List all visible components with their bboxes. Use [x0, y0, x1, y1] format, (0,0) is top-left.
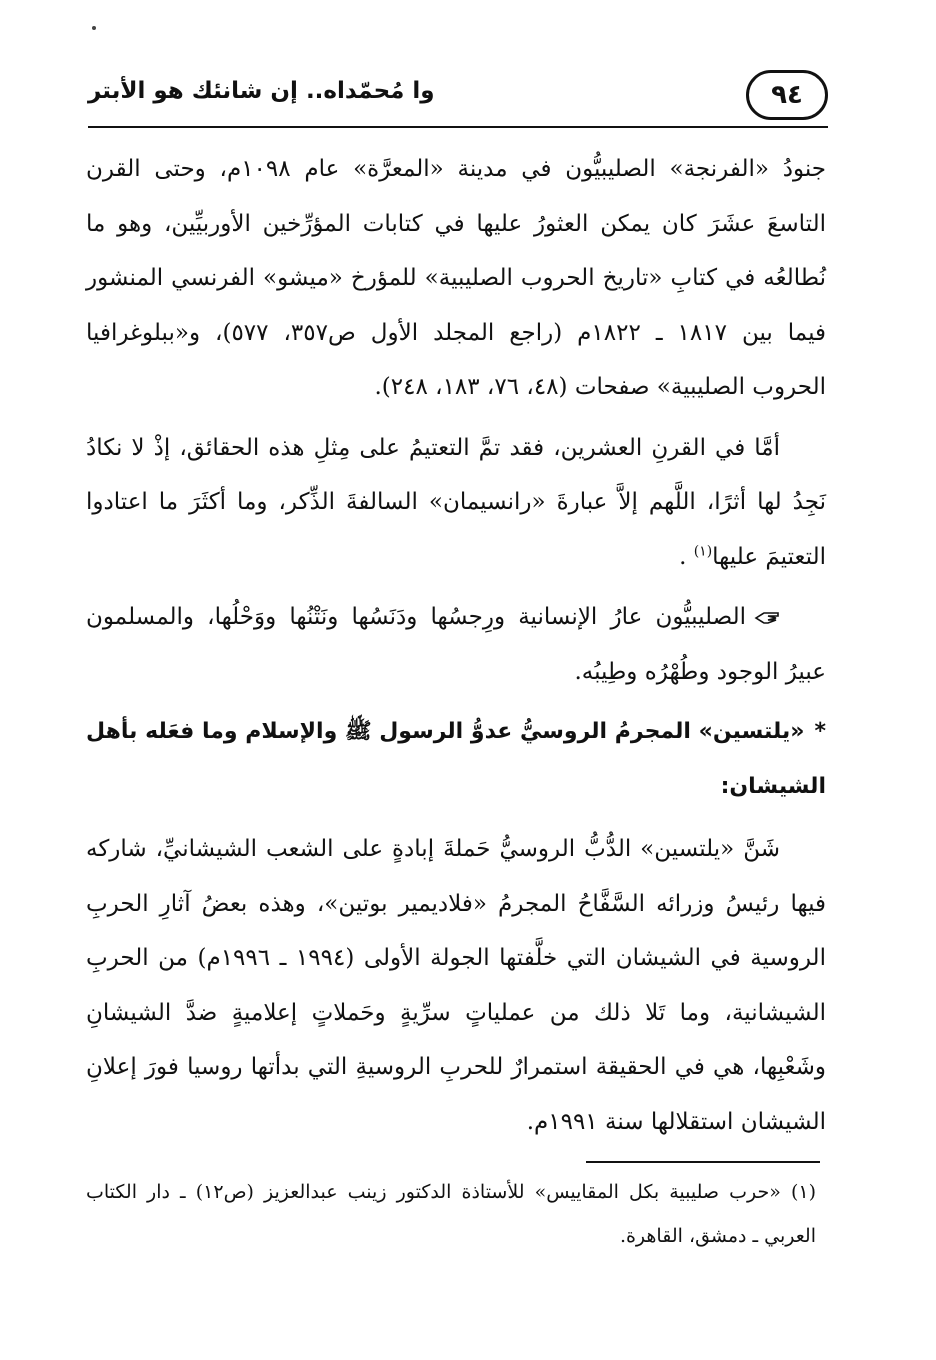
- page-number: ٩٤: [771, 80, 803, 110]
- header-divider: [88, 126, 828, 128]
- page-number-badge: [746, 70, 828, 120]
- section-heading-text: «يلتسين» المجرمُ الروسيُّ عدوُّ الرسول ﷺ والإسلام وما فعَله بأهل الشيشان:: [86, 719, 826, 799]
- footnote-divider: [586, 1161, 820, 1163]
- paragraph-4: [86, 822, 826, 1149]
- heading-star-icon: *: [814, 719, 826, 744]
- paragraph-2: [86, 421, 826, 585]
- footnote-text: (١) «حرب صليبية بكل المقاييس» للأستاذة الدكتور زينب عبدالعزيز (ص١٢) ـ دار الكتاب العربي ـ دمشق، القاهرة.: [86, 1181, 817, 1247]
- paragraph-2-period: .: [679, 543, 687, 570]
- main-text: [86, 142, 826, 1155]
- section-heading: [86, 705, 826, 814]
- paragraph-1-text: جنودُ «الفرنجة» الصليبيُّون في مدينة «المعرَّة» عام ١٠٩٨م، وحتى القرن التاسعَ عشَرَ كان يمكن العثورُ عليها في كتابات المؤرِّخين الأوربيِّين، وهو ما نُطالعُه في كتابِ «تاريخ الحروب الصليبية» للمؤرخ «ميشو» الفرنسي المنشور فيما بين ١٨١٧ ـ ١٨٢٢م (راجع المجلد الأول ص٣٥٧، ٥٧٧)، و«ببلوغرافيا الحروب الصليبية» صفحات (٤٨، ٧٦، ١٨٣، ٢٤٨).: [86, 156, 827, 400]
- paragraph-2-text: أمَّا في القرنِ العشرين، فقد تمَّ التعتيمُ على مِثلِ هذه الحقائق، إذْ لا نكادُ نَجِدُ لها أثرًا، اللَّهم إلاَّ عبارةَ «رانسيمان» السالفةَ الذِّكر، وما أكثَرَ ما اعتادوا التعتيمَ عليها: [86, 434, 826, 570]
- paragraph-3: [86, 590, 826, 699]
- paragraph-1: [86, 142, 826, 415]
- running-title: وا مُحمّداه.. إن شانئك هو الأبتر: [88, 78, 435, 104]
- paragraph-4-text: شَنَّ «يلتسين» الدُّبُّ الروسيُّ حَملةَ إبادةٍ على الشعب الشيشانيِّ، شاركه فيها رئيسُ وزرائه السَّفَّاحُ المجرمُ «فلاديمير بوتين»، وهذه بعضُ آثارِ الحربِ الروسية في الشيشان التي خلَّفتها الجولة الأولى (١٩٩٤ ـ ١٩٩٦م) من الحربِ الشيشانية، وما تَلا ذلك من عملياتٍ سرِّيةٍ وحَملاتٍ إعلاميةٍ ضدَّ الشيشانِ وشَعْبِها، هي في الحقيقة استمرارٌ للحربِ الروسيةِ التي بدأتها روسيا فورَ إعلانِ الشيشان استقلالها سنة ١٩٩١م.: [86, 836, 826, 1135]
- paragraph-3-text: الصليبيُّون عارُ الإنسانية ورِجسُها ودَنَسُها ونَتْنُها ووَحْلُها، والمسلمون عبيرُ الوجود وطُهْرُه وطِيبُه.: [86, 604, 826, 685]
- pointing-hand-icon: [754, 611, 780, 625]
- page-header: [88, 70, 828, 128]
- footnote: [86, 1170, 816, 1258]
- footnote-reference: (١): [693, 542, 713, 559]
- scan-speck: [92, 26, 96, 30]
